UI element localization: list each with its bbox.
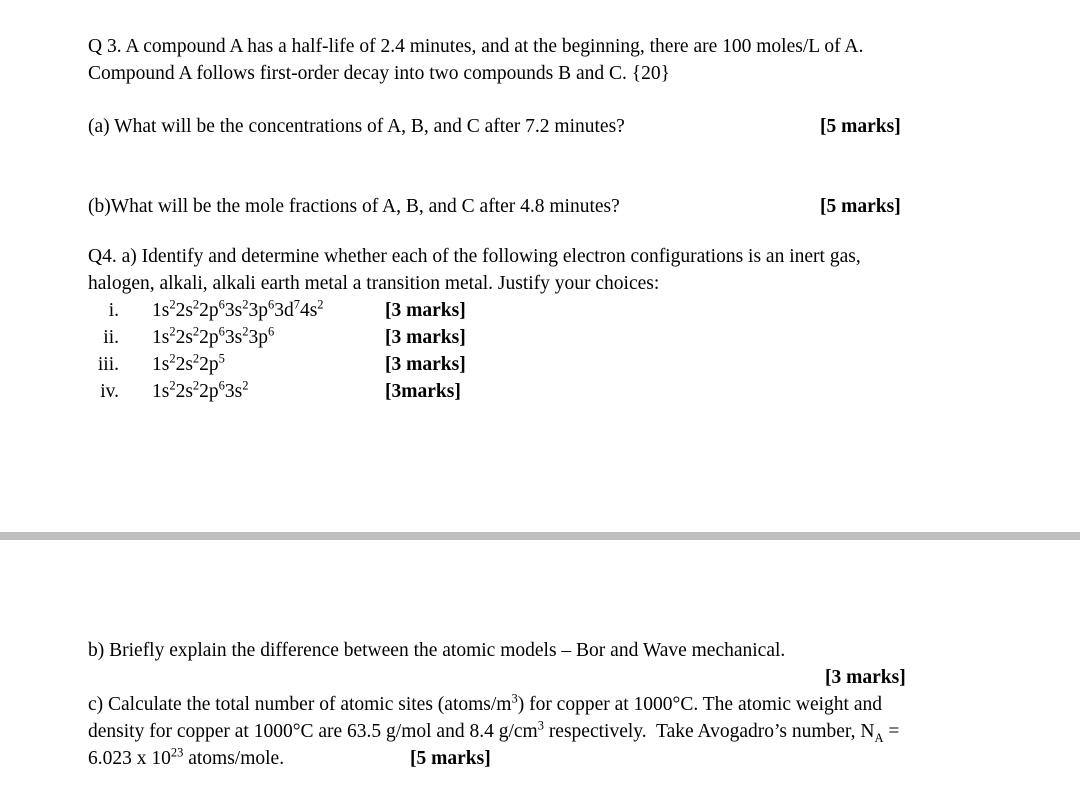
electron-config-list bbox=[88, 297, 1080, 405]
q3-part-a-text: (a) What will be the concentrations of A, B, and C after 7.2 minutes? bbox=[88, 116, 625, 137]
q4-part-c-line-3-text: 6.023 x $10^{23}$ atoms/mole. bbox=[88, 745, 285, 769]
q3-line-1: Q 3. A compound A has a half-life of 2.4 minutes, and at the beginning, there are 100 moles/L of A. bbox=[88, 36, 864, 57]
q3-part-b-row bbox=[88, 193, 1080, 220]
item-numeral: iii. bbox=[97, 354, 119, 375]
item-marks: [3 marks] bbox=[385, 354, 466, 375]
item-marks: [3marks] bbox=[385, 381, 461, 402]
q4-part-b-text: b) Briefly explain the difference between the atomic models – Bor and Wave mechanical. bbox=[88, 640, 786, 661]
q4-intro-line-1: Q4. a) Identify and determine whether each of the following electron configurations is an inert gas, bbox=[88, 246, 861, 267]
item-config: $1s^22s^22p^63s^2$ bbox=[152, 378, 249, 402]
item-config: $1s^22s^22p^63s^23p^6$ bbox=[152, 324, 275, 348]
q4-part-c-marks: [5 marks] bbox=[410, 748, 491, 769]
q3-part-a-marks: [5 marks] bbox=[820, 116, 901, 137]
config-item-i bbox=[88, 297, 1080, 324]
q4-bottom-section bbox=[88, 637, 1080, 772]
q3-paragraph bbox=[88, 33, 863, 87]
item-numeral: iv. bbox=[100, 381, 119, 402]
config-item-ii bbox=[88, 324, 1080, 351]
item-config: $1s^22s^22p^63s^23p^63d^74s^2$ bbox=[152, 297, 324, 321]
q4-part-b-marks: [3 marks] bbox=[825, 667, 906, 688]
item-numeral: ii. bbox=[103, 327, 119, 348]
q4-part-c-line-3 bbox=[88, 745, 1080, 772]
q3-part-b-marks: [5 marks] bbox=[820, 196, 901, 217]
q3-line-2: Compound A follows first-order decay into two compounds B and C. {20} bbox=[88, 63, 671, 84]
q4-part-b-marks-line bbox=[88, 664, 1080, 691]
item-marks: [3 marks] bbox=[385, 327, 466, 348]
q4-intro-line-2: halogen, alkali, alkali earth metal a transition metal. Justify your choices: bbox=[88, 273, 660, 294]
item-numeral: i. bbox=[108, 300, 119, 321]
config-item-iii bbox=[88, 351, 1080, 378]
config-item-iv bbox=[88, 378, 1080, 405]
q4-part-c-line-2: density for copper at 1000°C are 63.5 g/mol and 8.4 $g/cm^3$ respectively. Take Avogadro’s number, $N_A$ = bbox=[88, 718, 900, 745]
q3-part-b-text: (b)What will be the mole fractions of A, B, and C after 4.8 minutes? bbox=[88, 196, 620, 217]
item-config: $1s^22s^22p^5$ bbox=[152, 351, 225, 375]
q4-paragraph bbox=[88, 243, 861, 297]
q3-part-a-row bbox=[88, 113, 1080, 140]
page-break-divider bbox=[0, 532, 1080, 540]
item-marks: [3 marks] bbox=[385, 300, 466, 321]
q4-part-c-line-1: c) Calculate the total number of atomic sites $(atoms/m^3)$ for copper at 1000°C. The atomic weight and bbox=[88, 691, 882, 715]
